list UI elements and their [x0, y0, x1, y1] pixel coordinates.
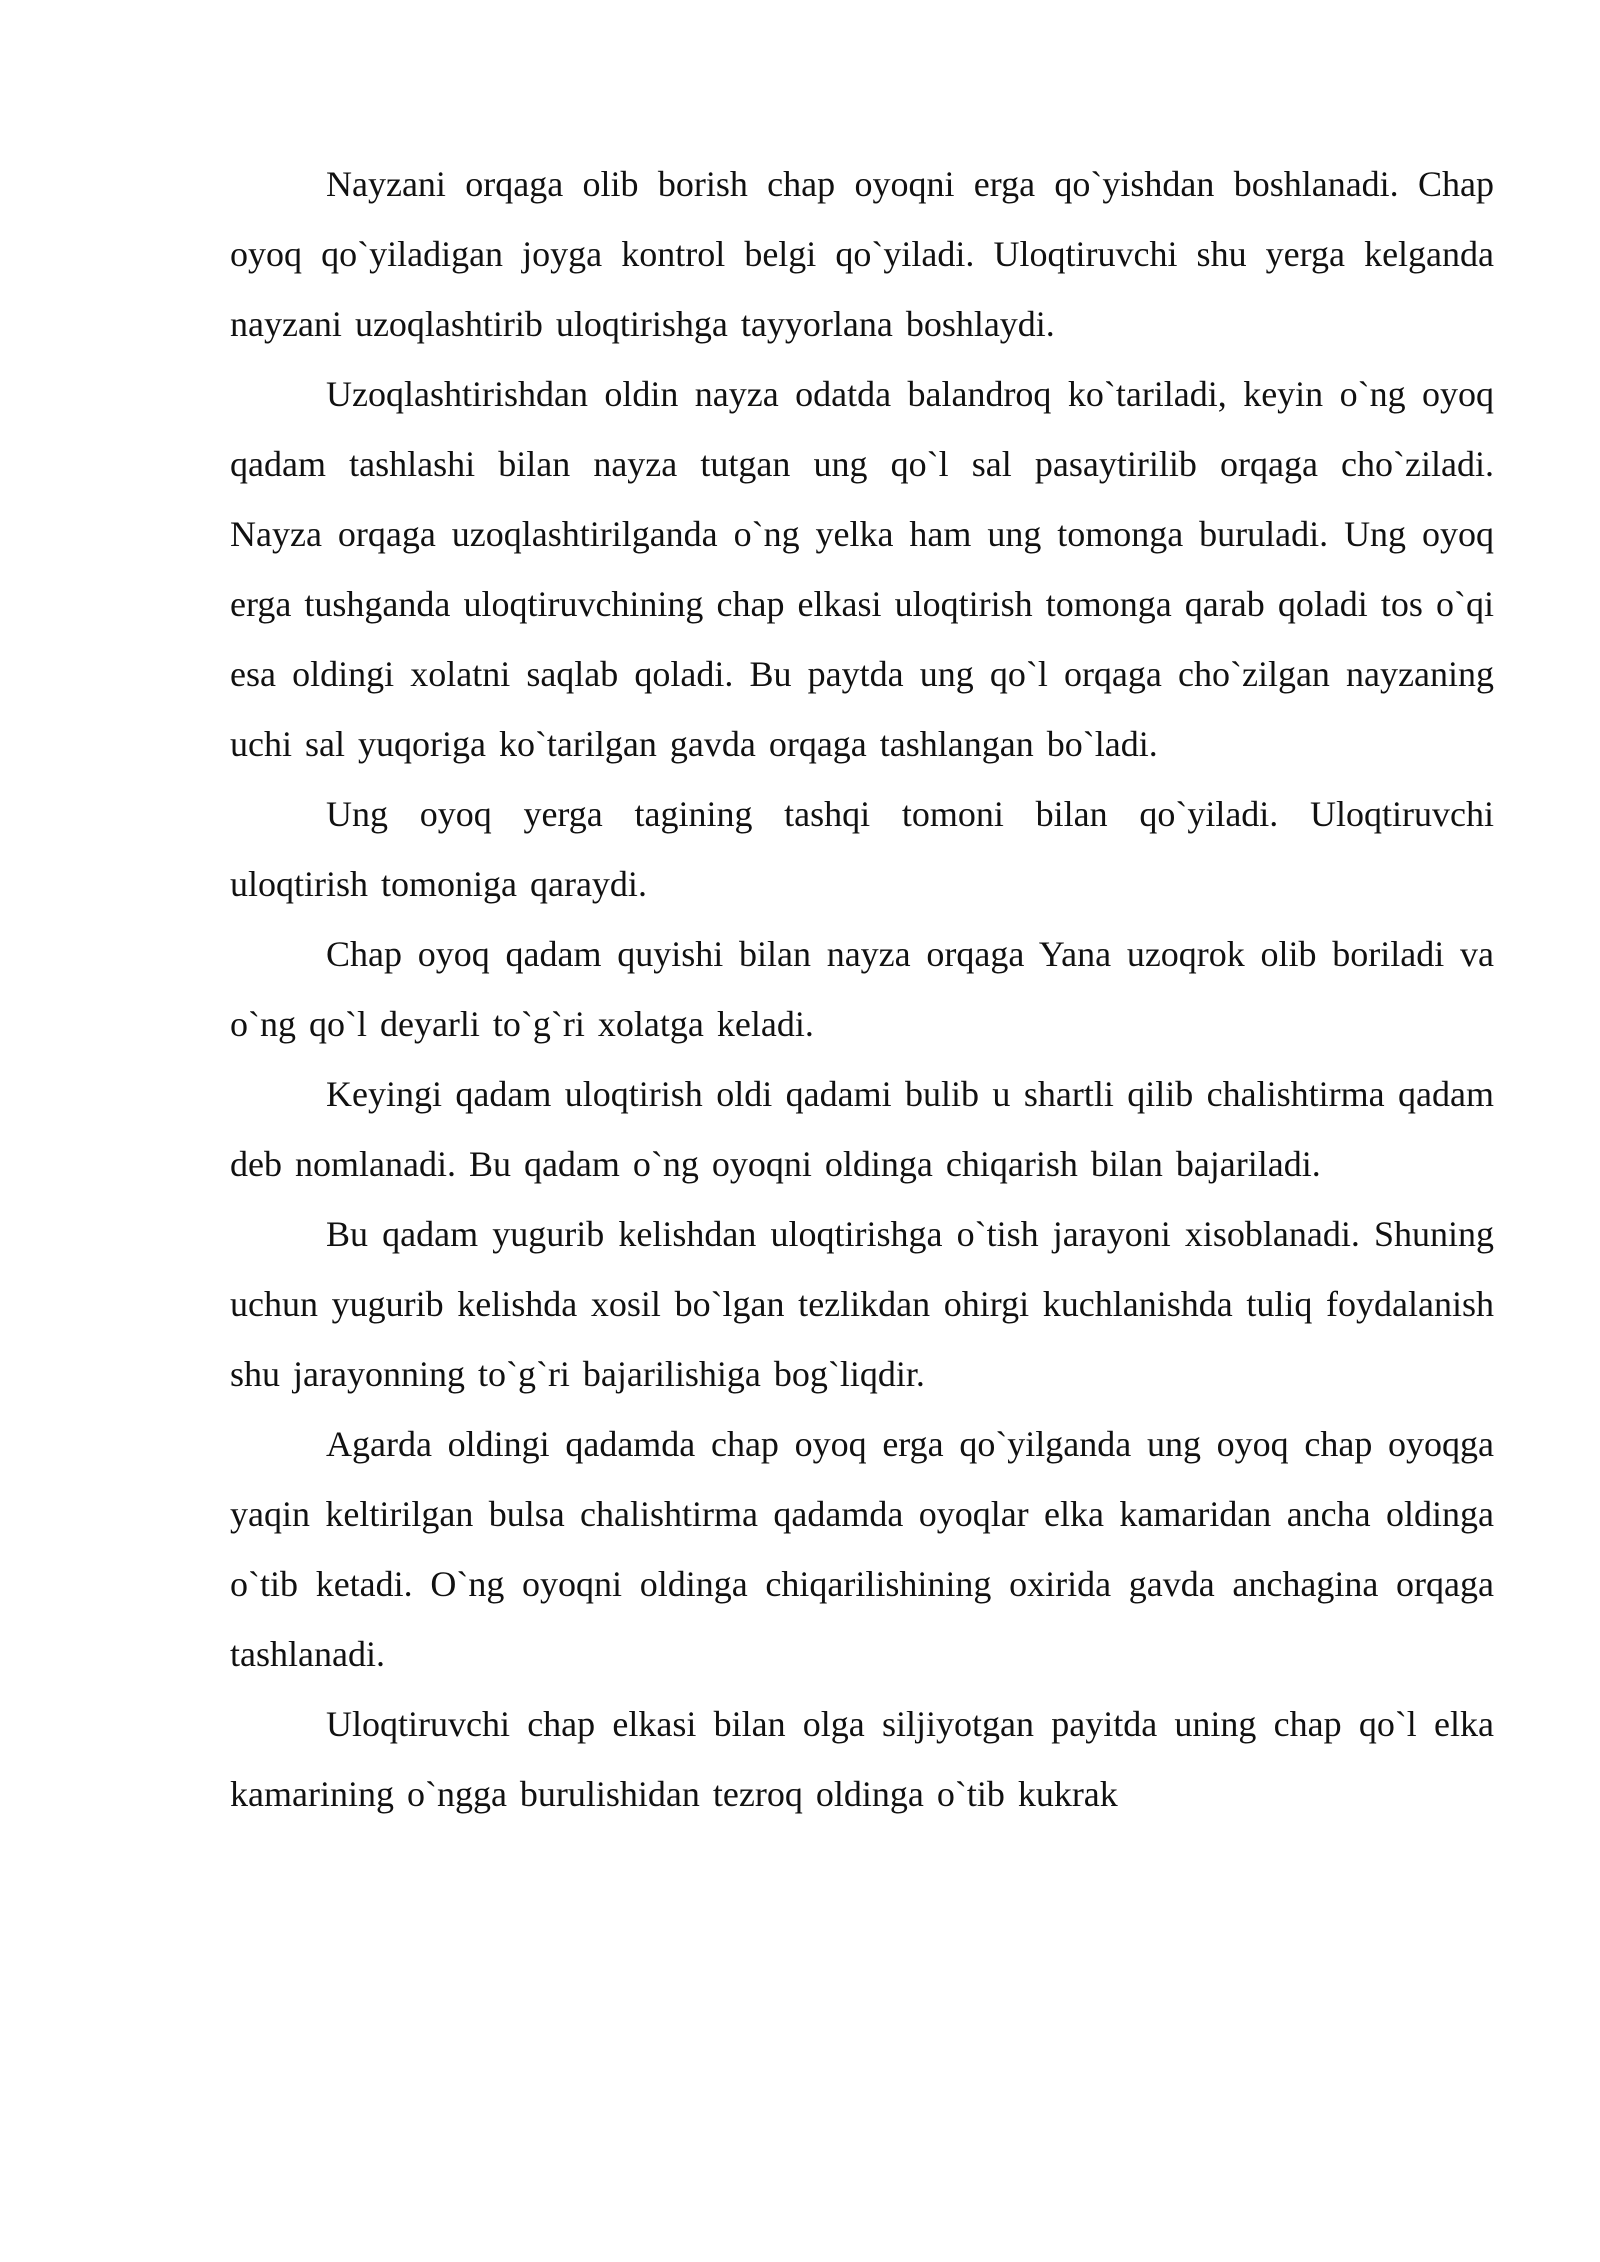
paragraph-8: Uloqtiruvchi chap elkasi bilan olga siljiyotgan payitda uning chap qo`l elka kamarining o`ngga burulishidan tezroq oldinga o`tib kukrak: [230, 1704, 1494, 1814]
paragraph-1: Nayzani orqaga olib borish chap oyoqni erga qo`yishdan boshlanadi. Chap oyoq qo`yiladigan joyga kontrol belgi qo`yiladi. Uloqtiruvchi shu yerga kelganda nayzani uzoqlashtirib uloqtirishga tayyorlana boshlaydi.: [230, 164, 1494, 344]
paragraph-2: Uzoqlashtirishdan oldin nayza odatda balandroq ko`tariladi, keyin o`ng oyoq qadam tashlashi bilan nayza tutgan ung qo`l sal pasaytirilib orqaga cho`ziladi. Nayza orqaga uzoqlashtirilganda o`ng yelka ham ung tomonga buruladi. Ung oyoq erga tushganda uloqtiruvchining chap elkasi uloqtirish tomonga qarab qoladi tos o`qi esa oldingi xolatni saqlab qoladi. Bu paytda ung qo`l orqaga cho`zilgan nayzaning uchi sal yuqoriga ko`tarilgan gavda orqaga tashlangan bo`ladi.: [230, 374, 1494, 764]
paragraph-6: Bu qadam yugurib kelishdan uloqtirishga o`tish jarayoni xisoblanadi. Shuning uchun yugurib kelishda xosil bo`lgan tezlikdan ohirgi kuchlanishda tuliq foydalanish shu jarayonning to`g`ri bajarilishiga bog`liqdir.: [230, 1214, 1494, 1394]
paragraph-5: Keyingi qadam uloqtirish oldi qadami bulib u shartli qilib chalishtirma qadam deb nomlanadi. Bu qadam o`ng oyoqni oldinga chiqarish bilan bajariladi.: [230, 1074, 1494, 1184]
paragraph-7: Agarda oldingi qadamda chap oyoq erga qo`yilganda ung oyoq chap oyoqga yaqin keltirilgan bulsa chalishtirma qadamda oyoqlar elka kamaridan ancha oldinga o`tib ketadi. O`ng oyoqni oldinga chiqarilishining oxirida gavda anchagina orqaga tashlanadi.: [230, 1424, 1494, 1674]
paragraph-4: Chap oyoq qadam quyishi bilan nayza orqaga Yana uzoqrok olib boriladi va o`ng qo`l deyarli to`g`ri xolatga keladi.: [230, 934, 1494, 1044]
document-body: [230, 149, 1494, 1829]
paragraph-3: Ung oyoq yerga tagining tashqi tomoni bilan qo`yiladi. Uloqtiruvchi uloqtirish tomoniga qaraydi.: [230, 794, 1494, 904]
